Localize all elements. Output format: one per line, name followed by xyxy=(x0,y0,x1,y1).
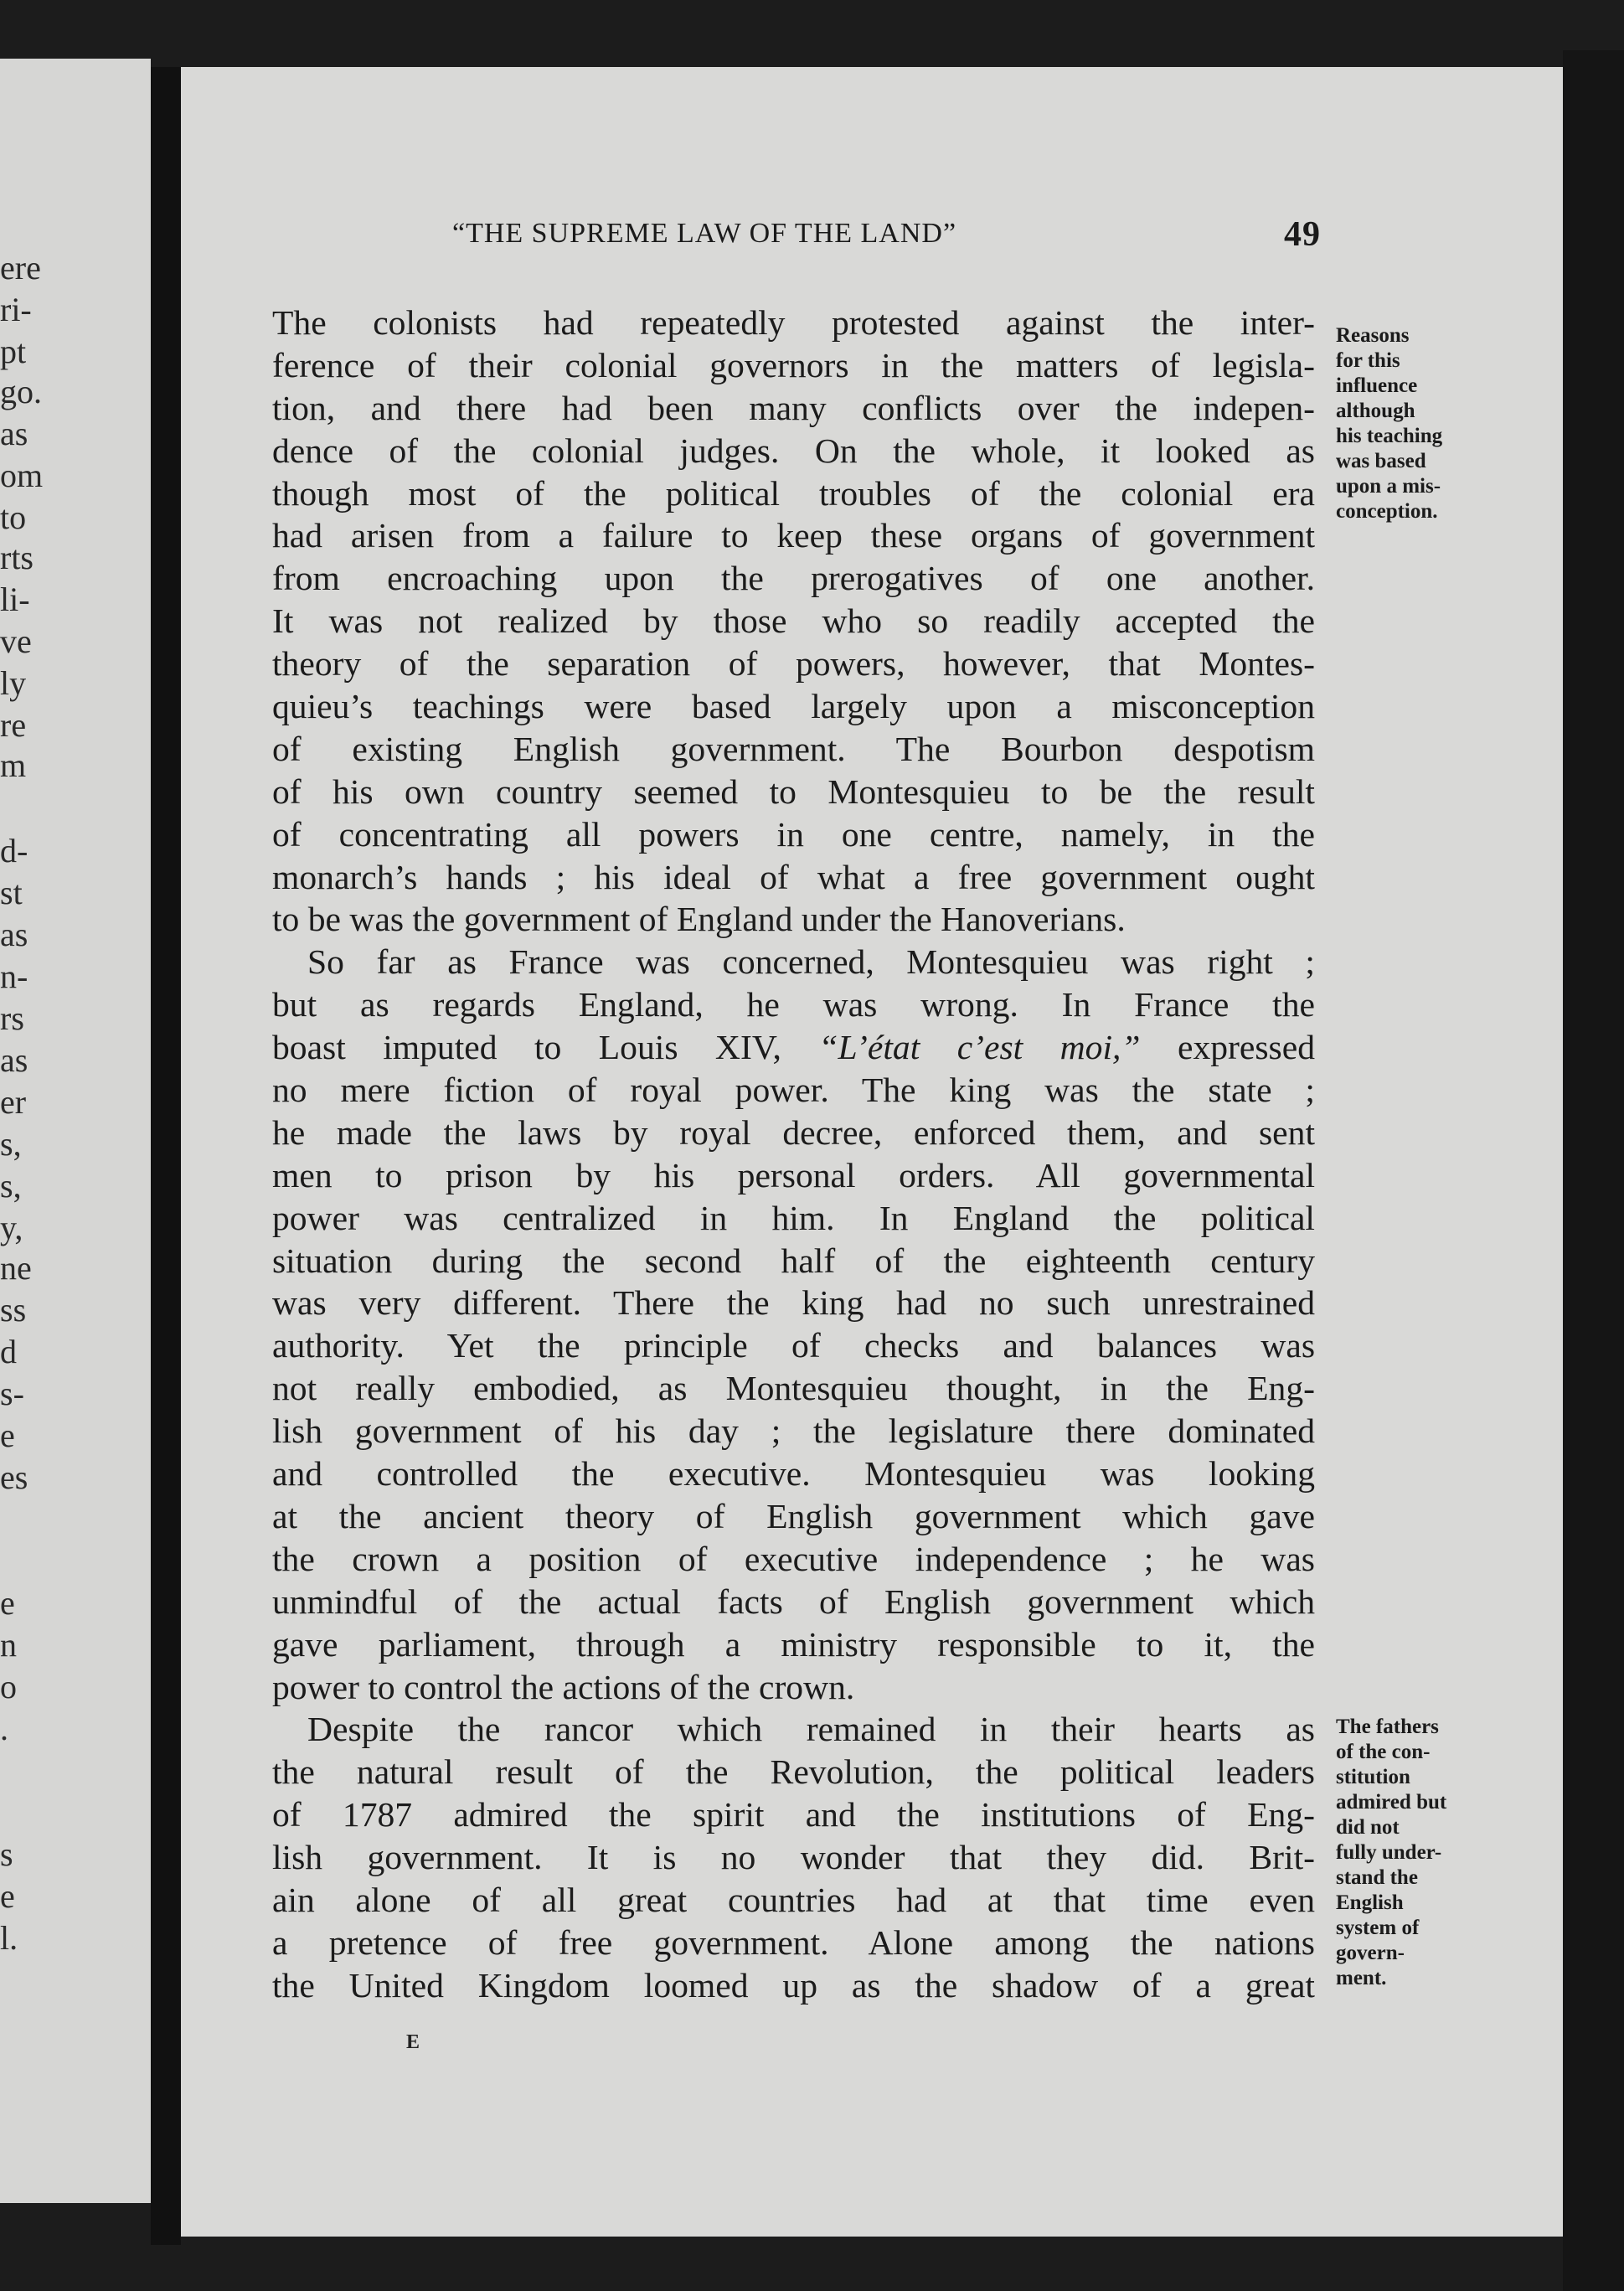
text-line: So far as France was concerned, Montesquieu was right ; xyxy=(307,942,1315,982)
facing-page-fragment: e xyxy=(0,1584,15,1622)
facing-page-fragment: st xyxy=(0,874,23,911)
facing-page-fragment: e xyxy=(0,1416,15,1454)
text-line: at the ancient theory of English government which gave xyxy=(272,1496,1315,1535)
facing-page-fragment: . xyxy=(0,1710,8,1747)
text-line: the crown a position of executive independence ; he was xyxy=(272,1539,1315,1578)
facing-page-fragment: o xyxy=(0,1668,17,1705)
book-gutter xyxy=(151,67,181,2245)
page-edge-shadow xyxy=(1563,50,1624,2291)
sidenote-line: for this xyxy=(1336,349,1400,372)
sidenote-fathers xyxy=(1336,1715,1503,1991)
text-line: It was not realized by those who so readily accepted the xyxy=(272,601,1315,641)
facing-page-fragment: ve xyxy=(0,622,32,660)
text-line: gave parliament, through a ministry responsible to it, the xyxy=(272,1624,1315,1664)
sidenote-line: system of xyxy=(1336,1917,1420,1939)
text-line: dence of the colonial judges. On the whole, it looked as xyxy=(272,431,1315,470)
text-line: was very different. There the king had no such unrestrained xyxy=(272,1283,1315,1323)
sidenote-reasons xyxy=(1336,323,1503,524)
text-line: lish government. It is no wonder that they did. Brit- xyxy=(272,1838,1315,1877)
facing-page-fragment: ss xyxy=(0,1291,27,1329)
facing-page-fragment: s, xyxy=(0,1167,22,1205)
text-line: he made the laws by royal decree, enforced them, and sent xyxy=(272,1112,1315,1152)
sidenote-line: The fathers xyxy=(1336,1716,1439,1738)
facing-page-fragment: rts xyxy=(0,539,34,576)
facing-page-fragment: om xyxy=(0,457,44,494)
text-line: power to control the actions of the crown. xyxy=(272,1667,855,1706)
sidenote-line: fully under- xyxy=(1336,1841,1442,1864)
text-line: a pretence of free government. Alone among the nations xyxy=(272,1922,1315,1962)
text-line: boast imputed to Louis XIV, “L’état c’est moi,” expressed xyxy=(272,1028,1315,1067)
facing-page-fragment: pt xyxy=(0,333,27,370)
facing-page-fragment: ly xyxy=(0,664,27,702)
text-line: unmindful of the actual facts of English government which xyxy=(272,1582,1315,1621)
text-line: the natural result of the Revolution, the political leaders xyxy=(272,1752,1315,1792)
facing-page-fragment: ri- xyxy=(0,291,32,328)
text-line: from encroaching upon the prerogatives of one another. xyxy=(272,559,1315,598)
page-number: 49 xyxy=(1284,215,1321,254)
text-line: power was centralized in him. In England the political xyxy=(272,1198,1315,1237)
facing-page-edge xyxy=(0,59,151,2203)
sidenote-line: conception. xyxy=(1336,500,1438,523)
sidenote-line: govern- xyxy=(1336,1942,1405,1964)
text-line: authority. Yet the principle of checks and balances was xyxy=(272,1326,1315,1365)
facing-page-fragment: er xyxy=(0,1083,27,1121)
text-line: the United Kingdom loomed up as the shadow of a great xyxy=(272,1965,1315,2005)
facing-page-fragment: d xyxy=(0,1333,17,1370)
facing-page-fragment: es xyxy=(0,1458,28,1496)
sidenote-line: Reasons xyxy=(1336,324,1410,347)
facing-page-fragment: l. xyxy=(0,1919,18,1957)
text-line: though most of the political troubles of the colonial era xyxy=(272,473,1315,513)
sidenote-line: admired but xyxy=(1336,1791,1447,1814)
text-line: theory of the separation of powers, however, that Montes- xyxy=(272,644,1315,684)
sidenote-line: stitution xyxy=(1336,1766,1410,1788)
sidenote-line: ment. xyxy=(1336,1967,1387,1989)
text-line: and controlled the executive. Montesquieu was looking xyxy=(272,1454,1315,1494)
text-line: tion, and there had been many conflicts over the indepen- xyxy=(272,388,1315,427)
text-line: of concentrating all powers in one centre, namely, in the xyxy=(272,814,1315,854)
text-line: quieu’s teachings were based largely upon a misconception xyxy=(272,687,1315,726)
text-line: situation during the second half of the eighteenth century xyxy=(272,1241,1315,1280)
running-title: “THE SUPREME LAW OF THE LAND” xyxy=(452,218,957,249)
text-line: of his own country seemed to Montesquieu to be the result xyxy=(272,771,1315,811)
text-line: of existing English government. The Bourbon despotism xyxy=(272,729,1315,768)
text-line: not really embodied, as Montesquieu thought, in the Eng- xyxy=(272,1369,1315,1408)
text-line: monarch’s hands ; his ideal of what a free government ought xyxy=(272,857,1315,896)
facing-page-fragment: as xyxy=(0,916,28,953)
facing-page-fragment: y, xyxy=(0,1209,23,1246)
facing-page-fragment: ne xyxy=(0,1249,32,1287)
facing-page-fragment: rs xyxy=(0,999,24,1037)
facing-page-fragment: m xyxy=(0,746,27,784)
sidenote-line: stand the xyxy=(1336,1866,1418,1889)
text-line: lish government of his day ; the legislature there dominated xyxy=(272,1411,1315,1451)
facing-page-fragment: as xyxy=(0,415,28,452)
text-line: to be was the government of England under the Hanoverians. xyxy=(272,900,1126,939)
text-line: ain alone of all great countries had at that time even xyxy=(272,1880,1315,1919)
text-line: no mere fiction of royal power. The king was the state ; xyxy=(272,1071,1315,1110)
facing-page-fragment: s- xyxy=(0,1375,24,1412)
facing-page-fragment: e xyxy=(0,1877,15,1915)
facing-page-fragment: s, xyxy=(0,1125,22,1163)
text-line: ference of their colonial governors in the matters of legisla- xyxy=(272,345,1315,384)
body-text xyxy=(272,302,1315,2007)
text-line: The colonists had repeatedly protested against the inter- xyxy=(272,303,1315,342)
sidenote-line: of the con- xyxy=(1336,1741,1431,1763)
facing-page-fragment: ere xyxy=(0,249,41,286)
italic-phrase: “L’état c’est moi,” xyxy=(818,1028,1178,1067)
facing-page-fragment: to xyxy=(0,498,27,536)
facing-page-fragment: s xyxy=(0,1835,13,1873)
text-line: men to prison by his personal orders. All governmental xyxy=(272,1155,1315,1195)
facing-page-fragment: go. xyxy=(0,373,42,410)
text-line: Despite the rancor which remained in their hearts as xyxy=(307,1710,1315,1749)
facing-page-fragment: n xyxy=(0,1626,17,1664)
sidenote-line: although xyxy=(1336,400,1415,422)
facing-page-fragment: re xyxy=(0,706,27,744)
text-line: of 1787 admired the spirit and the institutions of Eng- xyxy=(272,1795,1315,1834)
sidenote-line: upon a mis- xyxy=(1336,475,1441,498)
sidenote-line: English xyxy=(1336,1891,1404,1914)
sidenote-line: was based xyxy=(1336,450,1426,472)
signature-mark: E xyxy=(406,2031,420,2053)
facing-page-fragment: n- xyxy=(0,957,28,995)
text-line: but as regards England, he was wrong. In France the xyxy=(272,985,1315,1024)
sidenote-line: did not xyxy=(1336,1816,1400,1839)
facing-page-fragment: li- xyxy=(0,580,30,618)
facing-page-fragment: as xyxy=(0,1041,28,1079)
sidenote-line: influence xyxy=(1336,374,1418,397)
facing-page-fragment: d- xyxy=(0,832,28,869)
sidenote-line: his teaching xyxy=(1336,425,1443,447)
text-line: had arisen from a failure to keep these organs of government xyxy=(272,516,1315,555)
